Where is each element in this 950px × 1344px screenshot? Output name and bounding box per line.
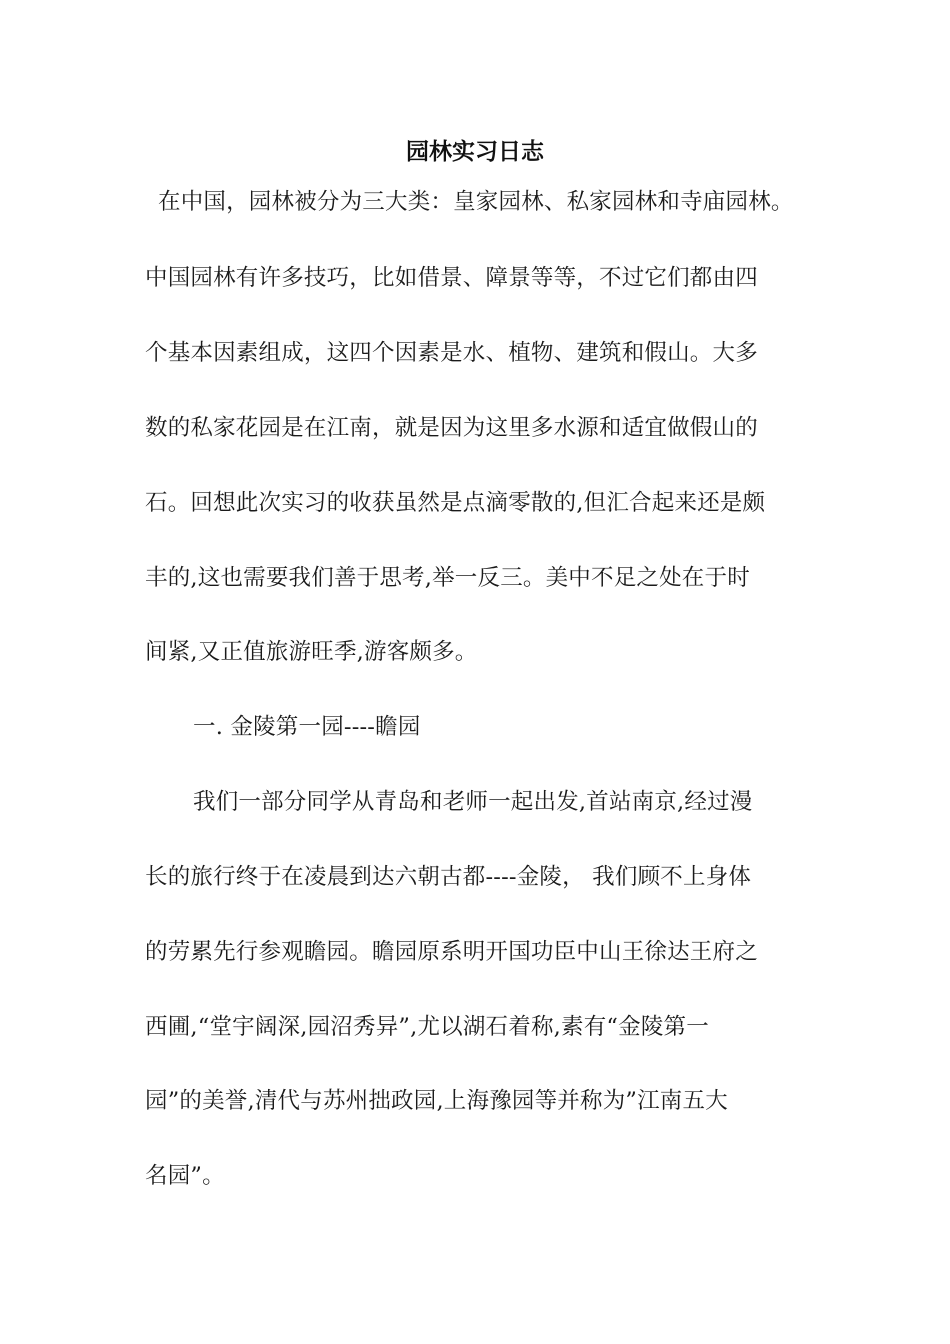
section-heading: 一. 金陵第一园----瞻园 (193, 714, 421, 740)
paragraph-line: 间紧,又正值旅游旺季,游客颇多。 (145, 639, 478, 665)
paragraph-line: 石。回想此次实习的收获虽然是点滴零散的,但汇合起来还是颇 (145, 490, 766, 516)
paragraph-line: 个基本因素组成，这四个因素是水、植物、建筑和假山。大多 (145, 340, 758, 366)
paragraph-line: 数的私家花园是在江南，就是因为这里多水源和适宜做假山的 (145, 415, 758, 441)
paragraph-line: 丰的,这也需要我们善于思考,举一反三。美中不足之处在于时 (145, 565, 750, 591)
paragraph-line: 长的旅行终于在凌晨到达六朝古都----金陵， 我们顾不上身体 (145, 864, 752, 890)
paragraph-line: 西圃,“堂宇阔深,园沼秀异”,尤以湖石着称,素有“金陵第一 (145, 1014, 709, 1040)
paragraph-line: 中国园林有许多技巧，比如借景、障景等等，不过它们都由四 (145, 265, 758, 291)
paragraph-line: 在中国，园林被分为三大类：皇家园林、私家园林和寺庙园林。 (158, 189, 794, 215)
paragraph-line: 我们一部分同学从青岛和老师一起出发,首站南京,经过漫 (193, 789, 753, 815)
paragraph-line: 的劳累先行参观瞻园。瞻园原系明开国功臣中山王徐达王府之 (145, 939, 758, 965)
paragraph-line: 名园”。 (145, 1163, 225, 1189)
paragraph-line: 园”的美誉,清代与苏州拙政园,上海豫园等并称为”江南五大 (145, 1088, 728, 1114)
document-title: 园林实习日志 (406, 139, 544, 165)
